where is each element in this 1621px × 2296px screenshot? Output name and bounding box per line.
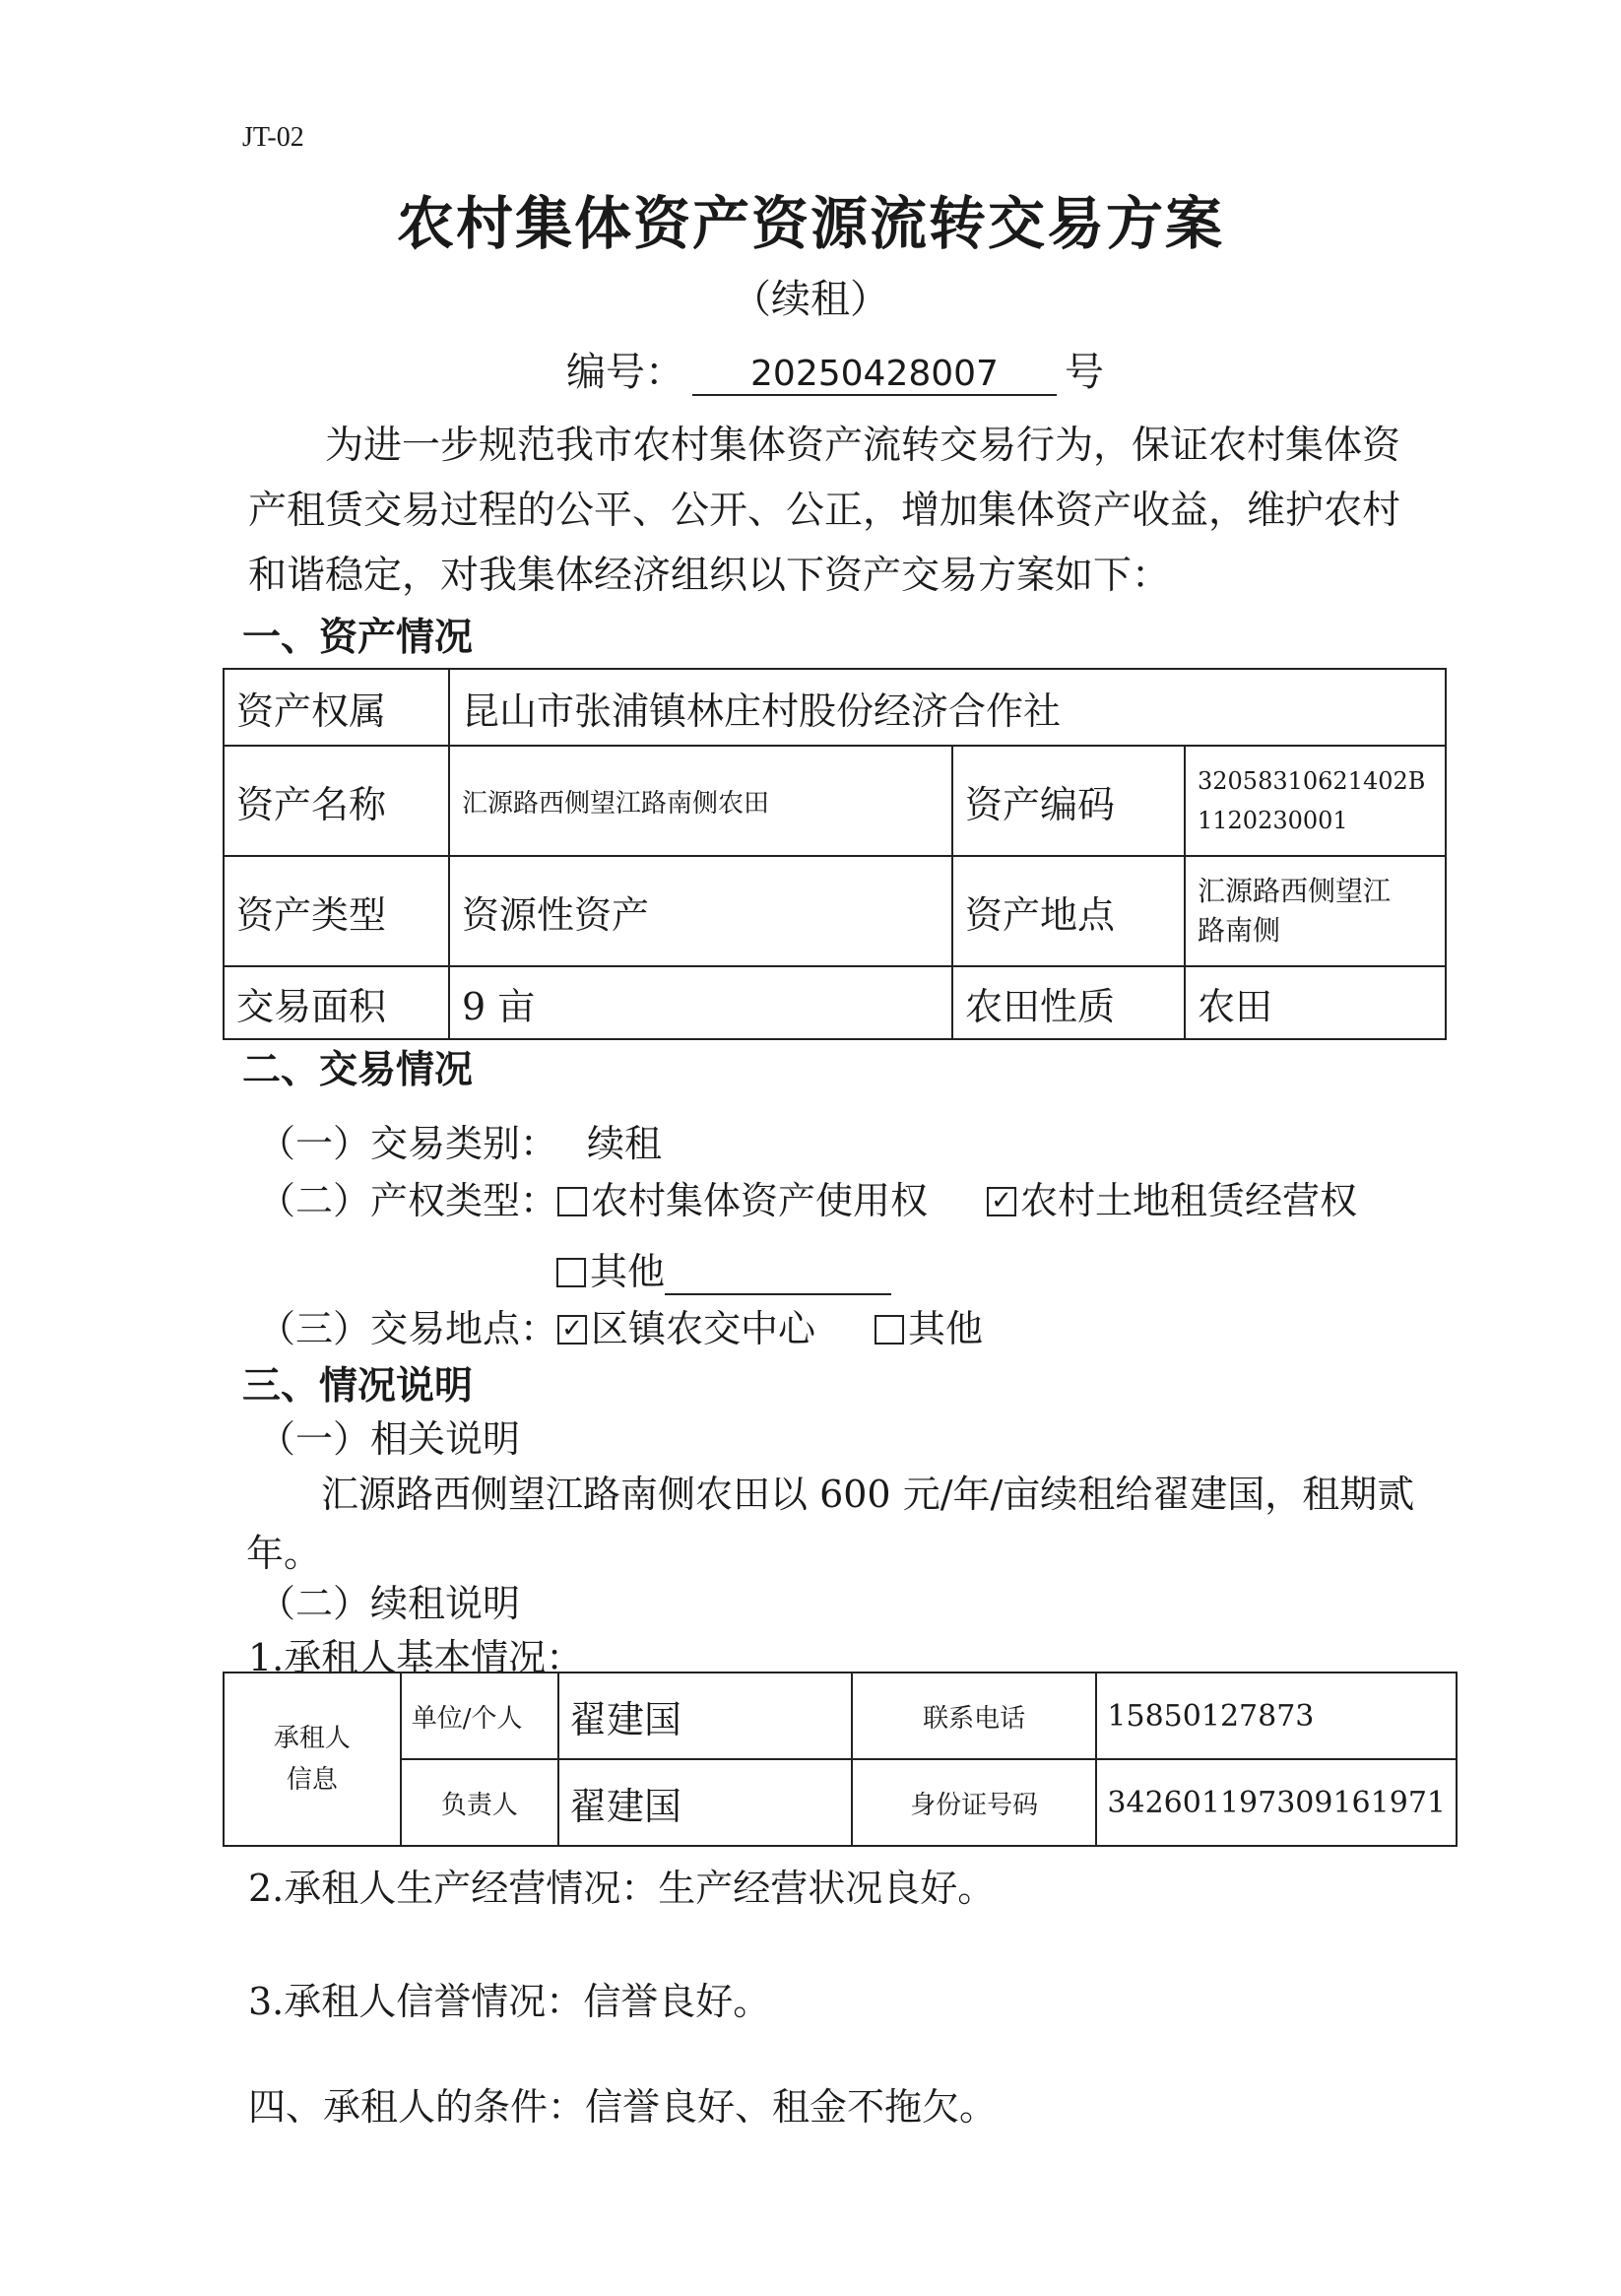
intro-paragraph: 为进一步规范我市农村集体资产流转交易行为，保证农村集体资产租赁交易过程的公平、公开、公正，增加集体资产收益，维护农村和谐稳定，对我集体经济组织以下资产交易方案如下： bbox=[248, 424, 1401, 598]
page-subtitle: （续租） bbox=[732, 277, 889, 322]
nature-label: 农田性质 bbox=[952, 966, 1185, 1039]
lease-right-label: 农村土地租赁经营权 bbox=[1020, 1179, 1358, 1222]
section3-sub1: （一）相关说明 bbox=[258, 1417, 521, 1461]
asset-table bbox=[223, 668, 1447, 1040]
name-value: 汇源路西侧望江路南侧农田 bbox=[449, 746, 952, 856]
owner-label: 资产权属 bbox=[224, 669, 449, 746]
trade-location bbox=[258, 1298, 983, 1352]
phone-label: 联系电话 bbox=[852, 1673, 1097, 1759]
use-right-checkbox[interactable] bbox=[557, 1187, 587, 1216]
area-value: 9 亩 bbox=[449, 966, 952, 1039]
section2-heading: 二、交易情况 bbox=[242, 1048, 474, 1092]
code-value-line1: 32058310621402B bbox=[1198, 767, 1426, 795]
trade-category-value: 续租 bbox=[587, 1122, 663, 1165]
trade-category-label: （一）交易类别： bbox=[258, 1122, 558, 1165]
trade-category bbox=[258, 1113, 662, 1167]
use-right-label: 农村集体资产使用权 bbox=[591, 1179, 929, 1222]
doc-code: JT-02 bbox=[242, 122, 304, 153]
other-label: 其他 bbox=[590, 1250, 666, 1293]
id-label: 身份证号码 bbox=[852, 1759, 1097, 1846]
name-label: 资产名称 bbox=[224, 746, 449, 856]
section4-heading: 四、承租人的条件：信誉良好、租金不拖欠。 bbox=[248, 2085, 998, 2129]
section1-heading: 一、资产情况 bbox=[242, 616, 474, 660]
location-value-line1: 汇源路西侧望江 bbox=[1198, 875, 1392, 907]
owner-value: 昆山市张浦镇林庄村股份经济合作社 bbox=[449, 669, 1446, 746]
type-label: 资产类型 bbox=[224, 856, 449, 966]
location-label: 资产地点 bbox=[952, 856, 1185, 966]
property-type bbox=[258, 1170, 1357, 1224]
type-value: 资源性资产 bbox=[449, 856, 952, 966]
nature-value: 农田 bbox=[1185, 966, 1446, 1039]
code-value-line2: 1120230001 bbox=[1198, 807, 1348, 834]
other-checkbox[interactable] bbox=[556, 1258, 586, 1287]
lessee-info-label-line1: 承租人 bbox=[273, 1724, 351, 1753]
lessee-basic-heading: 1.承租人基本情况： bbox=[248, 1636, 584, 1679]
lessee-operation: 2.承租人生产经营情况：生产经营状况良好。 bbox=[248, 1867, 996, 1910]
head-value: 翟建国 bbox=[558, 1759, 852, 1846]
property-type-other bbox=[556, 1241, 891, 1295]
other2-label: 其他 bbox=[908, 1307, 984, 1350]
code-label: 资产编码 bbox=[952, 746, 1185, 856]
code-value bbox=[1185, 746, 1446, 856]
lessee-credit: 3.承租人信誉情况：信誉良好。 bbox=[248, 1980, 771, 2023]
unit-value: 翟建国 bbox=[558, 1673, 852, 1759]
section3-sub1-text-2: 年。 bbox=[246, 1532, 322, 1575]
lease-right-checkbox[interactable]: ✓ bbox=[987, 1187, 1016, 1216]
page-title: 农村集体资产资源流转交易方案 bbox=[396, 190, 1224, 257]
trade-location-label: （三）交易地点： bbox=[258, 1307, 558, 1350]
center-checkbox[interactable]: ✓ bbox=[557, 1315, 587, 1345]
number-suffix: 号 bbox=[1065, 350, 1104, 395]
lessee-table bbox=[223, 1672, 1458, 1847]
section3-sub1-text-1: 汇源路西侧望江路南侧农田以 600 元/年/亩续租给翟建国，租期贰 bbox=[321, 1473, 1415, 1516]
id-value: 342601197309161971 bbox=[1096, 1759, 1457, 1846]
property-type-label: （二）产权类型： bbox=[258, 1179, 558, 1222]
phone-value: 15850127873 bbox=[1096, 1673, 1457, 1759]
unit-label: 单位/个人 bbox=[401, 1673, 558, 1759]
lessee-info-label-line2: 信息 bbox=[286, 1765, 338, 1795]
other2-checkbox[interactable] bbox=[875, 1315, 904, 1345]
center-label: 区镇农交中心 bbox=[591, 1307, 816, 1350]
head-label: 负责人 bbox=[401, 1759, 558, 1846]
location-value bbox=[1185, 856, 1446, 966]
area-label: 交易面积 bbox=[224, 966, 449, 1039]
lessee-info-label bbox=[224, 1673, 401, 1846]
number-label: 编号： bbox=[566, 350, 684, 395]
other-blank bbox=[665, 1260, 891, 1295]
number-value: 20250428007 bbox=[692, 354, 1057, 396]
section3-heading: 三、情况说明 bbox=[242, 1364, 474, 1409]
section3-sub2: （二）续租说明 bbox=[258, 1582, 521, 1625]
location-value-line2: 路南侧 bbox=[1198, 914, 1281, 947]
doc-number bbox=[566, 341, 1104, 397]
